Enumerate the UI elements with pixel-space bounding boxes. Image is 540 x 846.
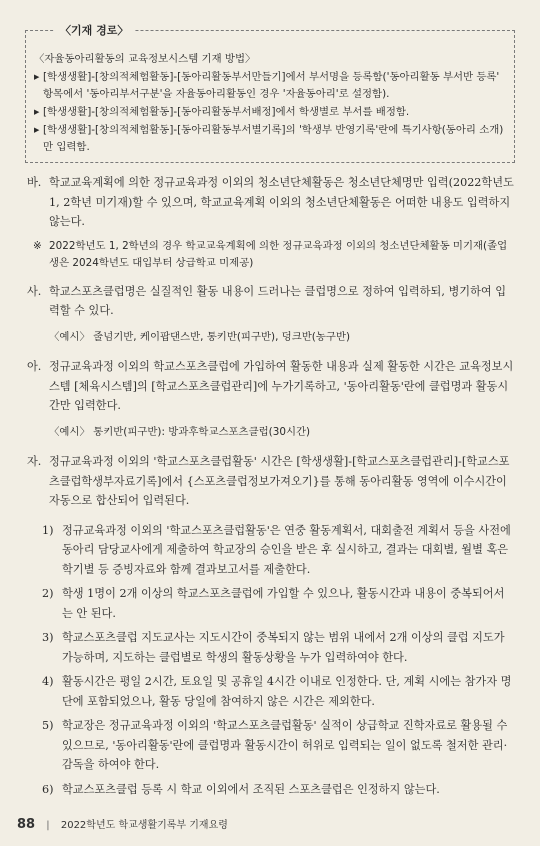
section-mark: 사. [27,284,42,298]
sub-item [42,521,515,580]
sub-text: 학교스포츠클럽 등록 시 학교 이외에서 조직된 스포츠클럽은 인정하지 않는다. [62,782,440,796]
note-mark: ※ [33,239,42,252]
box-item-text: [학생생활]-[창의적체험활동]-[동아리활동부서배정]에서 학생별로 부서를 배정함. [43,106,410,118]
sub-item [42,780,515,800]
section-text: 학교스포츠클럽명은 실질적인 활동 내용이 드러나는 클럽명으로 정하여 입력하되, 병기하여 입력할 수 있다. [49,284,507,317]
section-a [27,357,515,416]
sub-text: 학교장은 정규교육과정 이외의 '학교스포츠클럽활동' 실적이 상급학교 진학자료로 활용될 수 있으므로, '동아리활동'란에 클럽명과 활동시간이 허위로 입력되는 일이 없도록 철저한 관리·감독을 하여야 한다. [62,719,508,771]
page-number: 88 [17,817,36,832]
box-item-text: [학생생활]-[창의적체험활동]-[동아리활동부서만들기]에서 부서명을 등록함('동아리활동 부서반 등록' 항목에서 '동아리부서구분'을 자율동아리활동인 경우 '자율동아리'로 설정함). [43,71,500,100]
sub-item [42,672,515,711]
sub-text: 학생 1명이 2개 이상의 학교스포츠클럽에 가입할 수 있으나, 활동시간과 내용이 중복되어서는 안 된다. [62,587,505,620]
sub-text: 학교스포츠클럽 지도교사는 지도시간이 중복되지 않는 범위 내에서 2개 이상의 클럽 지도가 가능하며, 지도하는 클럽별로 학생의 활동상황을 누가 입력하여야 한다. [62,631,505,664]
sub-item [42,628,515,667]
section-mark: 자. [27,455,42,468]
sub-item [42,584,515,623]
main-content [27,173,515,804]
sub-text: 활동시간은 평일 2시간, 토요일 및 공휴일 4시간 이내로 인정한다. 단, 계획 시에는 참가자 명단에 포함되었으나, 활동 당일에 참여하지 않은 시간은 제외한다. [62,675,512,708]
box-subtitle: 〈자율동아리활동의 교육정보시스템 기재 방법〉 [34,53,256,65]
sub-mark: 6) [42,782,54,796]
footer-doc-title: 2022학년도 학교생활기록부 기재요령 [60,820,228,831]
sub-mark: 5) [42,719,54,732]
box-item [34,69,506,103]
section-text: 정규교육과정 이외의 학교스포츠클럽에 가입하여 활동한 내용과 실제 활동한 시간은 교육정보시스템 [체육시스템]의 [학교스포츠클럽관리]에 누가기록하고, '동아리활동'란에 클럽명과 활동시간만 입력한다. [49,360,514,412]
guide-box [25,24,515,163]
section-mark: 아. [27,360,42,373]
note-text: 2022학년도 1, 2학년의 경우 학교교육계획에 의한 정규교육과정 이외의 청소년단체활동 미기재(졸업생은 2024학년도 대입부터 상급학교 미제공) [49,239,508,269]
box-item-text: [학생생활]-[창의적체험활동]-[동아리활동부서별기록]의 '학생부 반영기록'란에 특기사항(동아리 소개)만 입력함. [43,124,504,153]
box-item [34,122,506,156]
sub-text: 정규교육과정 이외의 '학교스포츠클럽활동'은 연중 활동계획서, 대회출전 계획서 등을 사전에 동아리 담당교사에게 제출하여 학교장의 승인을 받은 후 실시하고, 결과는 대회별, 월별 혹은 학기별 등 증빙자료와 함께 결과보고서를 제출한다. [62,523,511,576]
section-text: 정규교육과정 이외의 '학교스포츠클럽활동' 시간은 [학생생활]-[학교스포츠클럽관리]-[학교스포츠클럽학생부자료기록]에서 {스포츠클럽정보가져오기}를 통해 동아리활동 영역에 이수시간이 자동으로 합산되어 입력된다. [49,455,510,507]
section-ba-note [33,238,515,272]
sub-item [42,716,515,775]
section-text: 학교교육계획에 의한 정규교육과정 이외의 청소년단체활동은 청소년단체명만 입력(2022학년도 1, 2학년 미기재)할 수 있으며, 학교교육계획 이외의 청소년단체활동은 어떠한 내용도 입력하지 않는다. [49,176,514,228]
sub-mark: 4) [42,675,54,688]
box-item [34,104,506,121]
section-sa [27,282,515,321]
section-ja [27,452,515,511]
sub-mark: 2) [42,587,54,600]
box-title: 〈기재 경로〉 [54,22,134,39]
sub-mark: 3) [42,631,54,644]
triangle-bullet-icon: ▶ [34,126,40,134]
section-ba [27,173,515,232]
page-footer [17,816,228,832]
section-a-example: 〈예시〉 통키반(피구반): 방과후학교스포츠클럽(30시간) [49,425,311,438]
footer-separator: | [46,820,50,831]
triangle-bullet-icon: ▶ [34,73,40,81]
section-sa-example: 〈예시〉 줄넘기반, 케이팝댄스반, 통키반(피구반), 덩크반(농구반) [49,330,351,343]
sub-mark: 1) [42,523,54,537]
triangle-bullet-icon: ▶ [34,108,40,116]
section-mark: 바. [27,176,42,189]
